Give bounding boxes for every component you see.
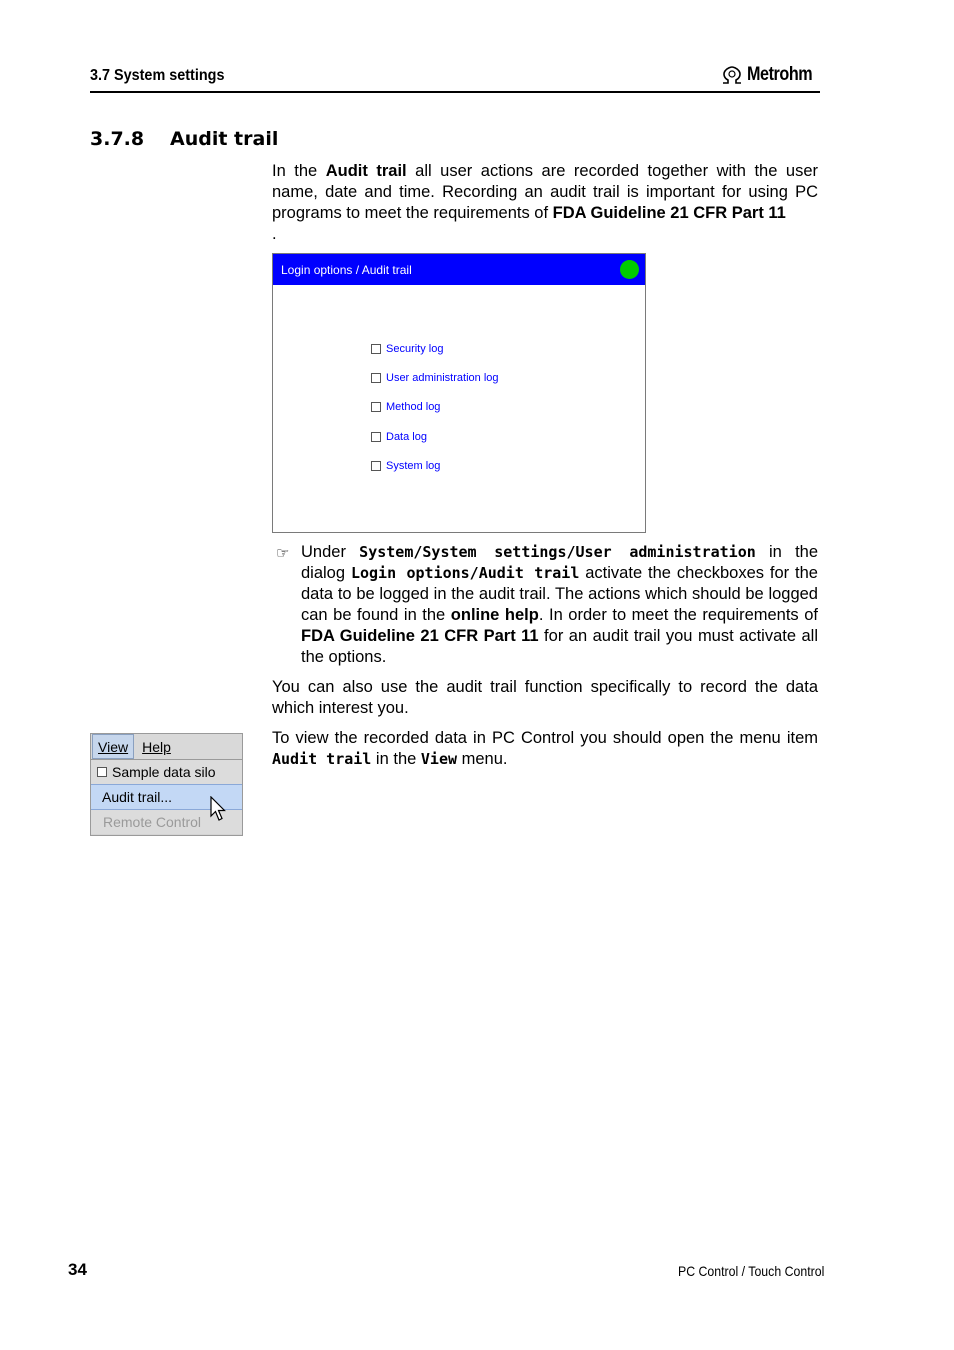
menu-help[interactable]: Help — [142, 738, 171, 755]
checkbox-icon[interactable] — [371, 344, 381, 354]
option-user-administration-log[interactable]: User administration log — [371, 372, 499, 384]
dialog-title: Login options / Audit trail — [281, 262, 412, 277]
footer-title: PC Control / Touch Control — [678, 1263, 825, 1279]
audit-trail-dialog — [272, 253, 646, 533]
checkbox-icon[interactable] — [371, 402, 381, 412]
mouse-cursor-icon — [210, 796, 226, 822]
menu-item-remote-control[interactable]: Remote Control — [103, 814, 202, 830]
section-number: 3.7.8 — [90, 128, 145, 150]
brand-logo — [720, 64, 824, 86]
option-method-log[interactable]: Method log — [371, 401, 440, 413]
paragraph-view-menu: To view the recorded data in PC Control you should open the menu item Audit trail in the View menu. — [272, 729, 818, 768]
menubar — [91, 734, 242, 759]
option-system-log[interactable]: System log — [371, 460, 440, 472]
view-menu-screenshot — [90, 733, 243, 836]
brand-name: Metrohm — [747, 64, 813, 85]
checkbox-icon[interactable] — [371, 461, 381, 471]
intro-paragraph: In the Audit trail all user actions are recorded together with the user name, date and time. Recording an audit trail is important for using PC programs to meet the requirements of FDA Guideline 21 CFR Part 11 . — [272, 162, 818, 243]
option-data-log[interactable]: Data log — [371, 431, 427, 443]
checkbox-icon[interactable] — [371, 373, 381, 383]
paragraph-specific-use: You can also use the audit trail function specifically to record the data which interest you. — [272, 678, 818, 717]
checkbox-icon[interactable] — [97, 767, 107, 777]
section-title: Audit trail — [170, 128, 279, 150]
header-rule — [90, 91, 820, 93]
running-header-section: 3.7 System settings — [90, 67, 225, 84]
omega-logo-icon — [720, 65, 744, 85]
option-security-log[interactable]: Security log — [371, 343, 443, 355]
menu-item-sample-data-silo[interactable]: Sample data silo — [91, 760, 242, 784]
note-paragraph: Under System/System settings/User administration in the dialog Login options/Audit trail activate the checkboxes for the data to be logged in the audit trail. The actions which should be logged can be found in the online help. In order to meet the requirements of FDA Guideline 21 CFR Part 11 for an audit trail you must activate all the options. — [301, 543, 819, 666]
checkbox-icon[interactable] — [371, 432, 381, 442]
status-led-icon — [620, 260, 639, 279]
menu-view[interactable]: View — [92, 734, 134, 759]
pointing-hand-icon: ☞ — [276, 545, 290, 562]
dialog-titlebar — [273, 254, 645, 285]
menu-item-audit-trail[interactable]: Audit trail... — [91, 784, 242, 810]
page-number: 34 — [68, 1260, 87, 1279]
